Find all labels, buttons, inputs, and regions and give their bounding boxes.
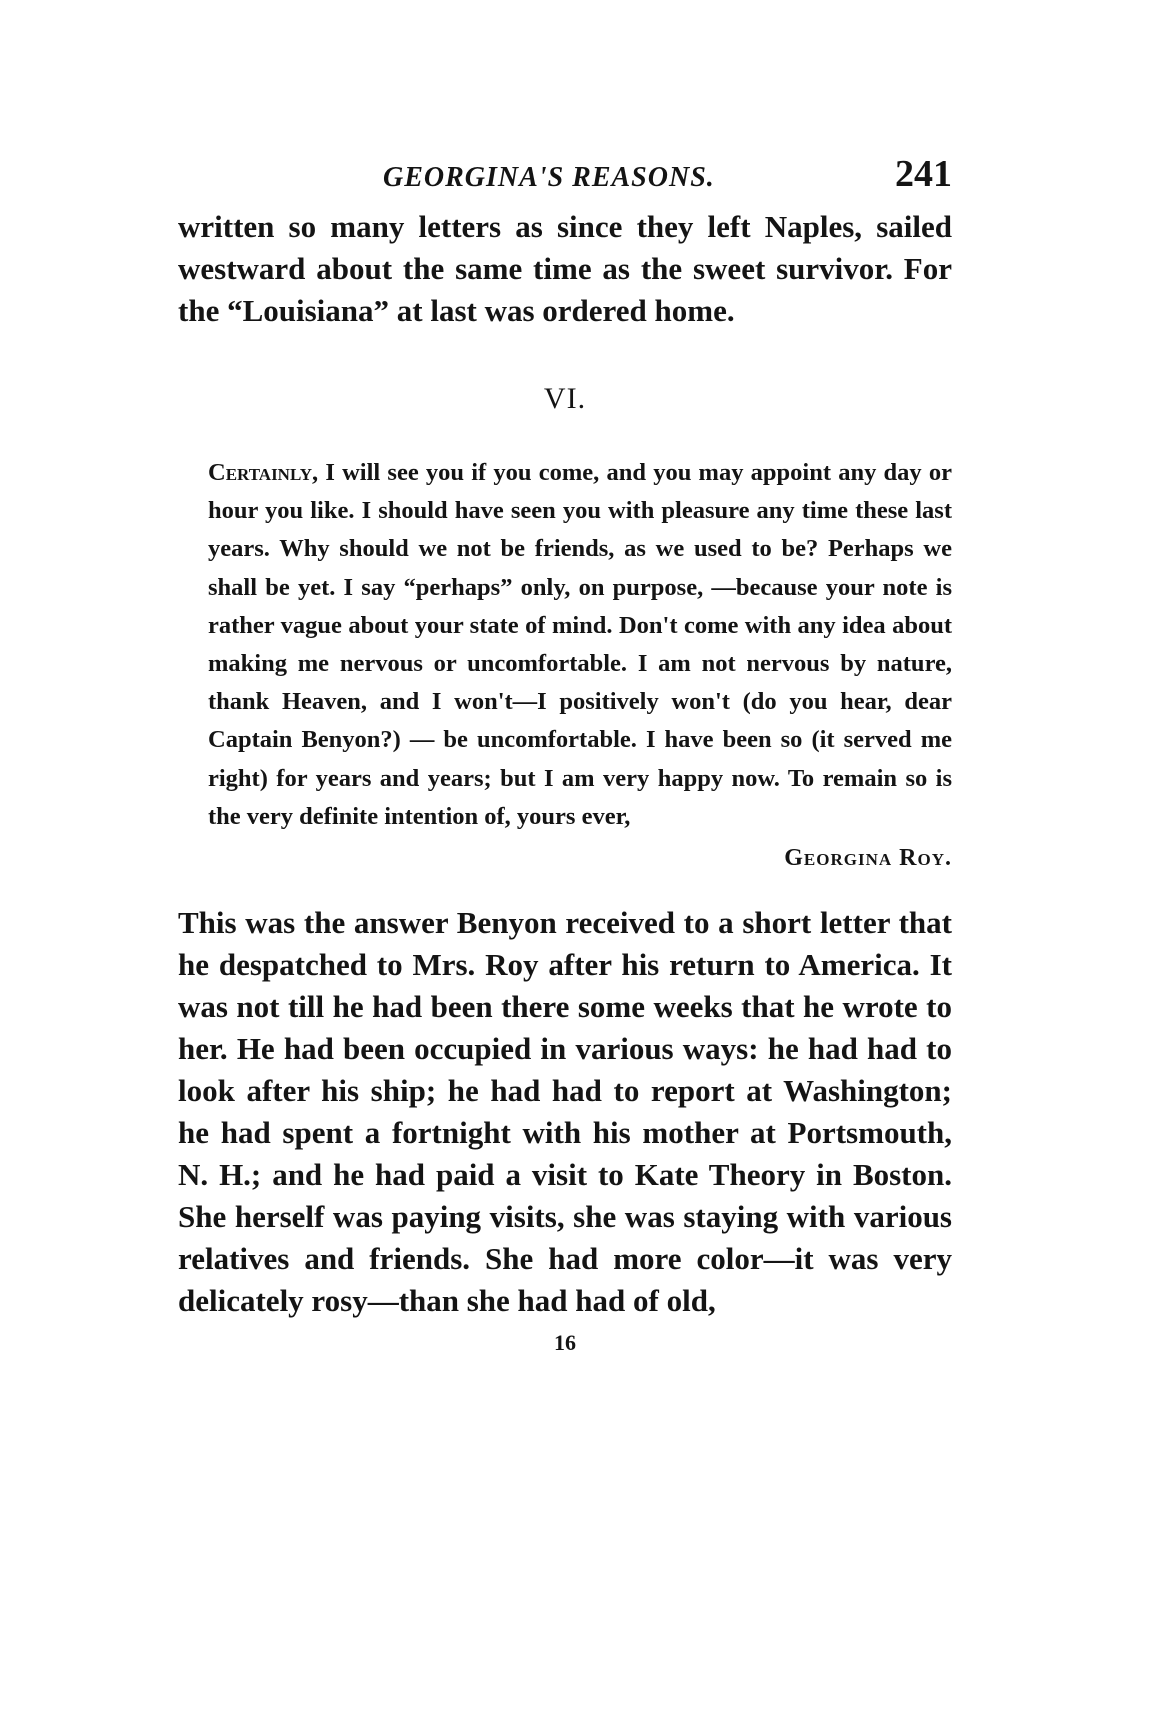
spacer bbox=[178, 876, 952, 902]
letter-opening-word: Certainly, bbox=[208, 459, 319, 486]
letter-text: I will see you if you come, and you may appoint any day or hour you like. I should have seen you with pleasure any time these last years. Why should we not be friends, as we used to be? Perhaps we shall be yet. I say “perhaps” only, on purpose, —because your note is rather vague about your state of mind. Don't come with any idea about making me nervous or uncomfortable. I am not nervous by nature, thank Heaven, and I won't—I positively won't (do you hear, dear Captain Benyon?) — be uncomfortable. I have been so (it served me right) for years and years; but I am very happy now. To remain so is the very definite intention of, yours ever, bbox=[208, 459, 952, 830]
signature-mark: 16 bbox=[554, 1330, 576, 1356]
paragraph-bottom: This was the answer Benyon received to a short letter that he despatched to Mrs. Roy after his return to America. It was not till he had been there some weeks that he wrote to her. He had been occupied in various ways: he had had to look after his ship; he had had to report at Washington; he had spent a fortnight with his mother at Portsmouth, N. H.; and he had paid a visit to Kate Theory in Boston. She herself was paying visits, she was staying with various relatives and friends. She had more color—it was very delicately rosy—than she had had of old, bbox=[178, 905, 952, 1319]
letter-body bbox=[208, 454, 952, 836]
paragraph-top: written so many letters as since they left Naples, sailed westward about the same time as the sweet survivor. For the “Louisiana” at last was ordered home. bbox=[178, 209, 952, 328]
letter-block bbox=[208, 454, 952, 876]
section-heading: VI. bbox=[543, 382, 587, 415]
book-page bbox=[178, 150, 952, 1356]
running-title: GEORGINA'S REASONS. bbox=[383, 162, 715, 193]
running-head bbox=[178, 150, 952, 206]
letter-signature: Georgina Roy. bbox=[784, 845, 952, 872]
page-number: 241 bbox=[895, 153, 952, 195]
